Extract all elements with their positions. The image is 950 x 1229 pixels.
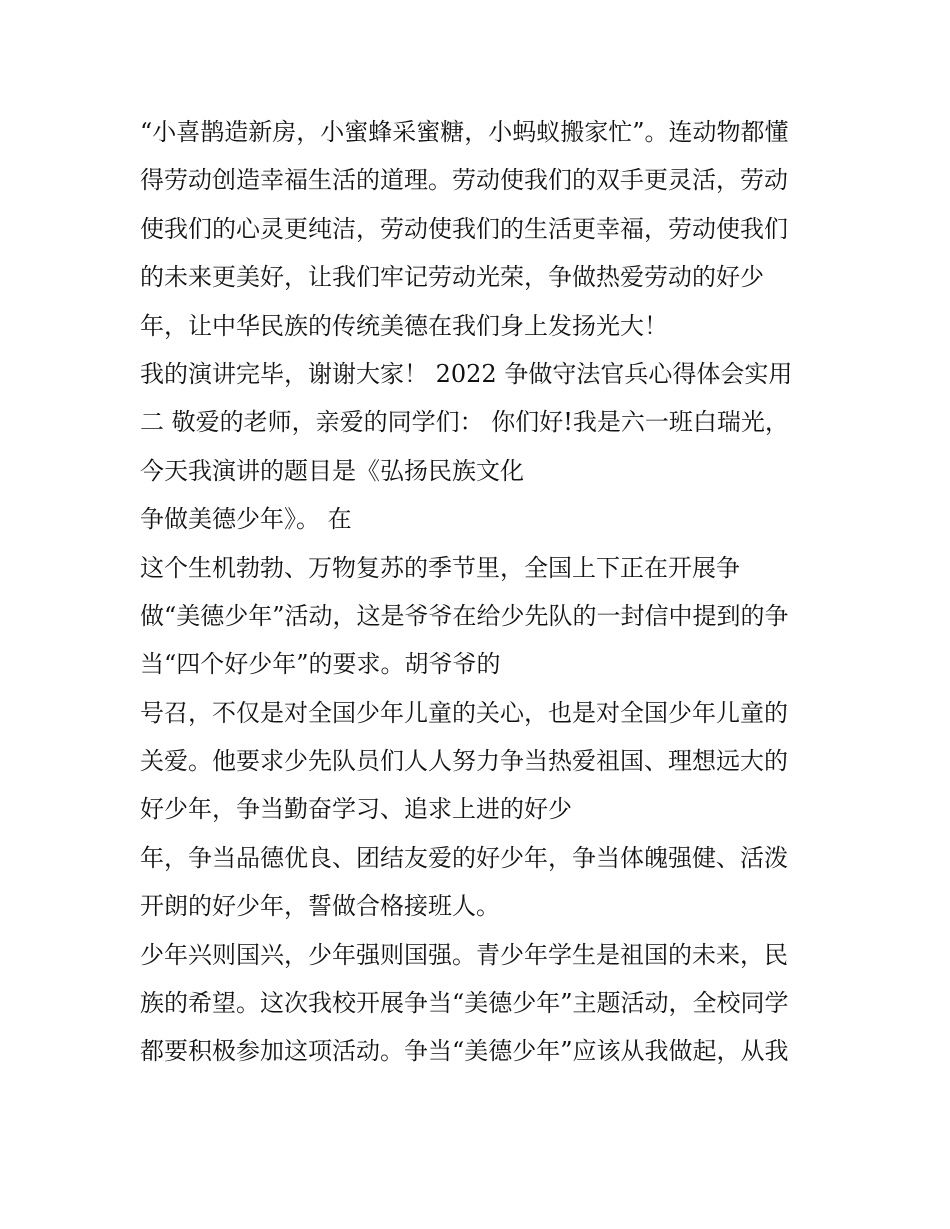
body-text — [140, 108, 840, 1076]
text-line: 关爱。他要求少先队员们人人努力争当热爱祖国、理想远大的 — [140, 747, 788, 776]
text-line: 都要积极参加这项活动。争当“美德少年”应该从我做起，从我 — [140, 1037, 789, 1066]
text-line: 少年兴则国兴，少年强则国强。青少年学生是祖国的未来，民 — [140, 940, 788, 969]
text-line: 得劳动创造幸福生活的道理。劳动使我们的双手更灵活，劳动 — [140, 166, 788, 195]
text-line: 族的希望。这次我校开展争当“美德少年”主题活动，全校同学 — [140, 989, 789, 1018]
text-line: 使我们的心灵更纯洁，劳动使我们的生活更幸福，劳动使我们 — [140, 214, 788, 243]
text-line: 年，让中华民族的传统美德在我们身上发扬光大！ — [140, 311, 668, 340]
text-line: 当“四个好少年”的要求。胡爷爷的 — [140, 650, 501, 679]
text-line: 年，争当品德优良、团结友爱的好少年，争当体魄强健、活泼 — [140, 843, 788, 872]
text-line: 争做美德少年》。 在 — [140, 505, 352, 534]
text-line: 的未来更美好，让我们牢记劳动光荣，争做热爱劳动的好少 — [140, 263, 764, 292]
text-line: 二 敬爱的老师，亲爱的同学们： 你们好!我是六一班白瑞光， — [140, 408, 789, 437]
text-line: 我的演讲完毕，谢谢大家！ 2022 争做守法官兵心得体会实用 — [140, 359, 793, 388]
text-line: 做“美德少年”活动，这是爷爷在给少先队的一封信中提到的争 — [140, 601, 789, 630]
text-line: 好少年，争当勤奋学习、追求上进的好少 — [140, 795, 572, 824]
text-line: “小喜鹊造新房，小蜜蜂采蜜糖，小蚂蚁搬家忙”。连动物都懂 — [140, 118, 789, 146]
text-line: 今天我演讲的题目是《弘扬民族文化 — [140, 456, 524, 485]
text-line: 开朗的好少年，誓做合格接班人。 — [140, 892, 500, 921]
text-line: 这个生机勃勃、万物复苏的季节里，全国上下正在开展争 — [140, 553, 740, 582]
text-line: 号召，不仅是对全国少年儿童的关心，也是对全国少年儿童的 — [140, 698, 788, 727]
